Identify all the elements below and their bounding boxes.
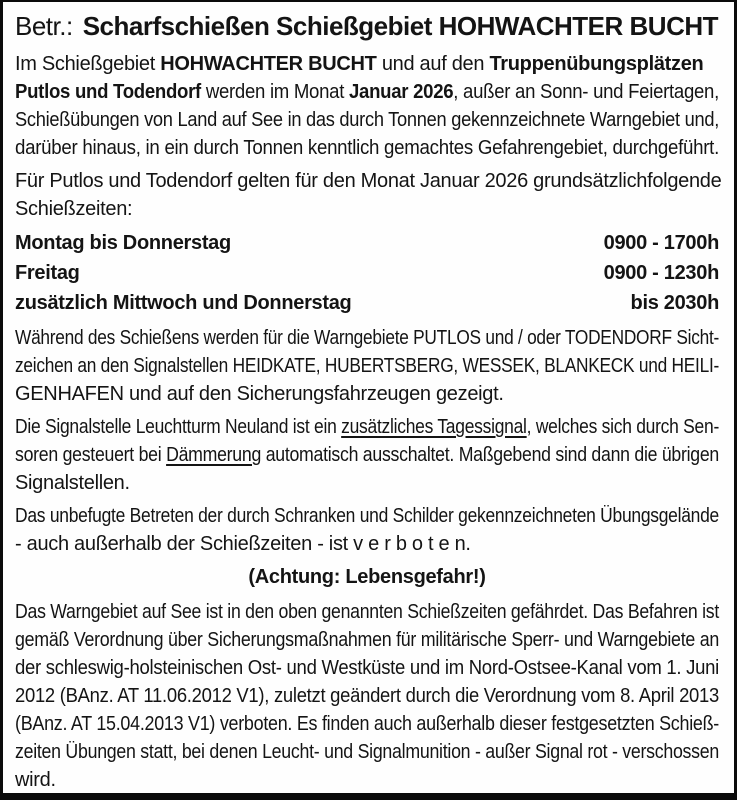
text-segment: Truppenübungsplätzen: [489, 53, 704, 75]
text-line: [15, 380, 719, 408]
text-segment: Signalstellen.: [15, 472, 130, 494]
text-segment: Das Warngebiet auf See ist in den oben genannten Schießzeiten gefährdet. Das Befahren ist: [15, 601, 719, 623]
text-line-content: [15, 654, 719, 682]
text-line: [15, 195, 719, 223]
text-segment: zeiten Übungen statt, bei denen Leucht- und Signalmunition - außer Signal rot - verschossen: [15, 741, 719, 763]
text-line: [15, 469, 719, 497]
text-line: [15, 441, 719, 469]
paragraph: [15, 324, 719, 408]
text-line-content: [15, 766, 56, 794]
text-line-content: [15, 50, 703, 78]
text-segment: Die Signalstelle Leuchtturm Neuland ist ein: [15, 416, 342, 438]
text-segment: GENHAFEN und auf den Sicherungsfahrzeugen gezeigt.: [15, 383, 504, 405]
text-segment: Im Schießgebiet: [15, 53, 161, 75]
text-segment: Während des Schießens werden für die Warngebiete PUTLOS und / oder TODENDORF Sicht-: [15, 327, 719, 349]
text-line-content: [15, 413, 719, 441]
text-line-content: [15, 530, 471, 558]
text-segment: (BAnz. AT 15.04.2013 V1) verboten. Es finden auch außerhalb dieser festgesetzten Schieß-: [15, 713, 719, 735]
text-line-content: [15, 380, 504, 408]
text-line-content: [15, 682, 719, 710]
text-line-content: [15, 598, 719, 626]
text-line: [15, 738, 719, 766]
text-segment: gemäß Verordnung über Sicherungsmaßnahmen für militärische Sperr- und Warngebiete an: [15, 629, 719, 651]
paragraph: [15, 50, 719, 162]
schedule-time-value: 0900 - 1230h: [603, 262, 719, 284]
text-line-content: [15, 502, 719, 530]
text-line: [15, 324, 719, 352]
text-segment: - auch außerhalb der Schießzeiten - ist v e r b o t e n.: [15, 533, 471, 555]
text-line: [15, 78, 719, 106]
text-line-content: [15, 710, 719, 738]
text-line: [15, 530, 719, 558]
text-line-content: [15, 469, 130, 497]
text-line: [15, 502, 719, 530]
text-segment: Januar 2026: [348, 81, 454, 103]
paragraph: [15, 413, 719, 497]
schedule-day-label: zusätzlich Mittwoch und Donnerstag: [15, 292, 352, 314]
text-line-content: [15, 106, 719, 134]
schedule-row: [15, 258, 719, 288]
text-segment: Putlos und Todendorf: [15, 81, 201, 103]
text-line: [15, 766, 719, 794]
text-line: [15, 167, 722, 195]
text-line: [15, 626, 719, 654]
text-segment: Das unbefugte Betreten der durch Schranken und Schilder gekennzeichneten Übungsgelände: [15, 505, 719, 527]
schedule-row: [15, 228, 719, 258]
text-segment: und auf den: [376, 53, 490, 75]
text-segment: , außer an Sonn- und Feiertagen,: [453, 81, 719, 103]
text-segment: , welches sich durch Sen-: [526, 416, 719, 438]
text-segment: darüber hinaus, in ein durch Tonnen kenntlich gemachtes Gefahrengebiet, durchgeführt.: [15, 137, 719, 159]
shooting-times-table: [15, 228, 719, 318]
text-segment: Schießübungen von Land auf See in das durch Tonnen gekennzeichnete Warngebiet und,: [15, 109, 719, 131]
schedule-day-label: Montag bis Donnerstag: [15, 232, 231, 254]
text-line: [15, 654, 719, 682]
text-segment: Schießzeiten:: [15, 198, 133, 220]
text-line: [15, 134, 719, 162]
title-prefix: Betr.:: [15, 11, 73, 41]
text-line-content: [15, 195, 132, 223]
text-segment: wird.: [15, 769, 56, 791]
paragraph: [15, 167, 722, 223]
paragraph: [15, 502, 719, 558]
text-line: [15, 598, 719, 626]
text-line-content: [15, 324, 719, 352]
text-line: [15, 352, 719, 380]
text-segment: automatisch ausschaltet. Maßgebend sind dann die übrigen: [261, 444, 719, 466]
text-segment: soren gesteuert bei: [15, 444, 167, 466]
text-segment: zeichen an den Signalstellen HEIDKATE, HUBERTSBERG, WESSEK, BLANKECK und HEILI-: [15, 355, 719, 377]
text-line-content: [15, 78, 719, 106]
text-line-content: [15, 626, 719, 654]
text-line-content: [15, 352, 719, 380]
text-segment: HOHWACHTER BUCHT: [160, 53, 377, 75]
text-line: [15, 50, 719, 78]
text-line-content: [15, 134, 719, 162]
text-segment: Für Putlos und Todendorf gelten für den Monat Januar 2026 grundsätzlich: [15, 170, 648, 192]
text-segment: werden im Monat: [200, 81, 349, 103]
text-segment: 2012 (BAnz. AT 11.06.2012 V1), zuletzt geändert durch die Verordnung vom 8. April 2013: [15, 685, 719, 707]
document-body: [15, 50, 722, 794]
paragraph: [15, 598, 719, 794]
text-line: [15, 106, 719, 134]
title-main: Scharfschießen Schießgebiet HOHWACHTER BUCHT: [82, 11, 719, 41]
schedule-row: [15, 288, 719, 318]
text-segment: folgende: [647, 170, 722, 192]
text-line-content: [15, 738, 719, 766]
warning-line: (Achtung: Lebensgefahr!): [248, 566, 486, 588]
schedule-day-label: Freitag: [15, 262, 80, 284]
page-title: [15, 10, 719, 42]
text-line: [15, 710, 719, 738]
text-line: [15, 682, 719, 710]
text-line-content: [15, 441, 719, 469]
schedule-time-value: 0900 - 1700h: [603, 232, 719, 254]
text-segment: zusätzliches Tagessignal: [341, 416, 527, 438]
text-segment: der schleswig-holsteinischen Ost- und Westküste und im Nord-Ostsee-Kanal vom 1. Juni: [15, 657, 719, 679]
text-segment: Dämmerung: [166, 444, 262, 466]
schedule-time-value: bis 2030h: [630, 292, 719, 314]
text-line: [15, 413, 719, 441]
